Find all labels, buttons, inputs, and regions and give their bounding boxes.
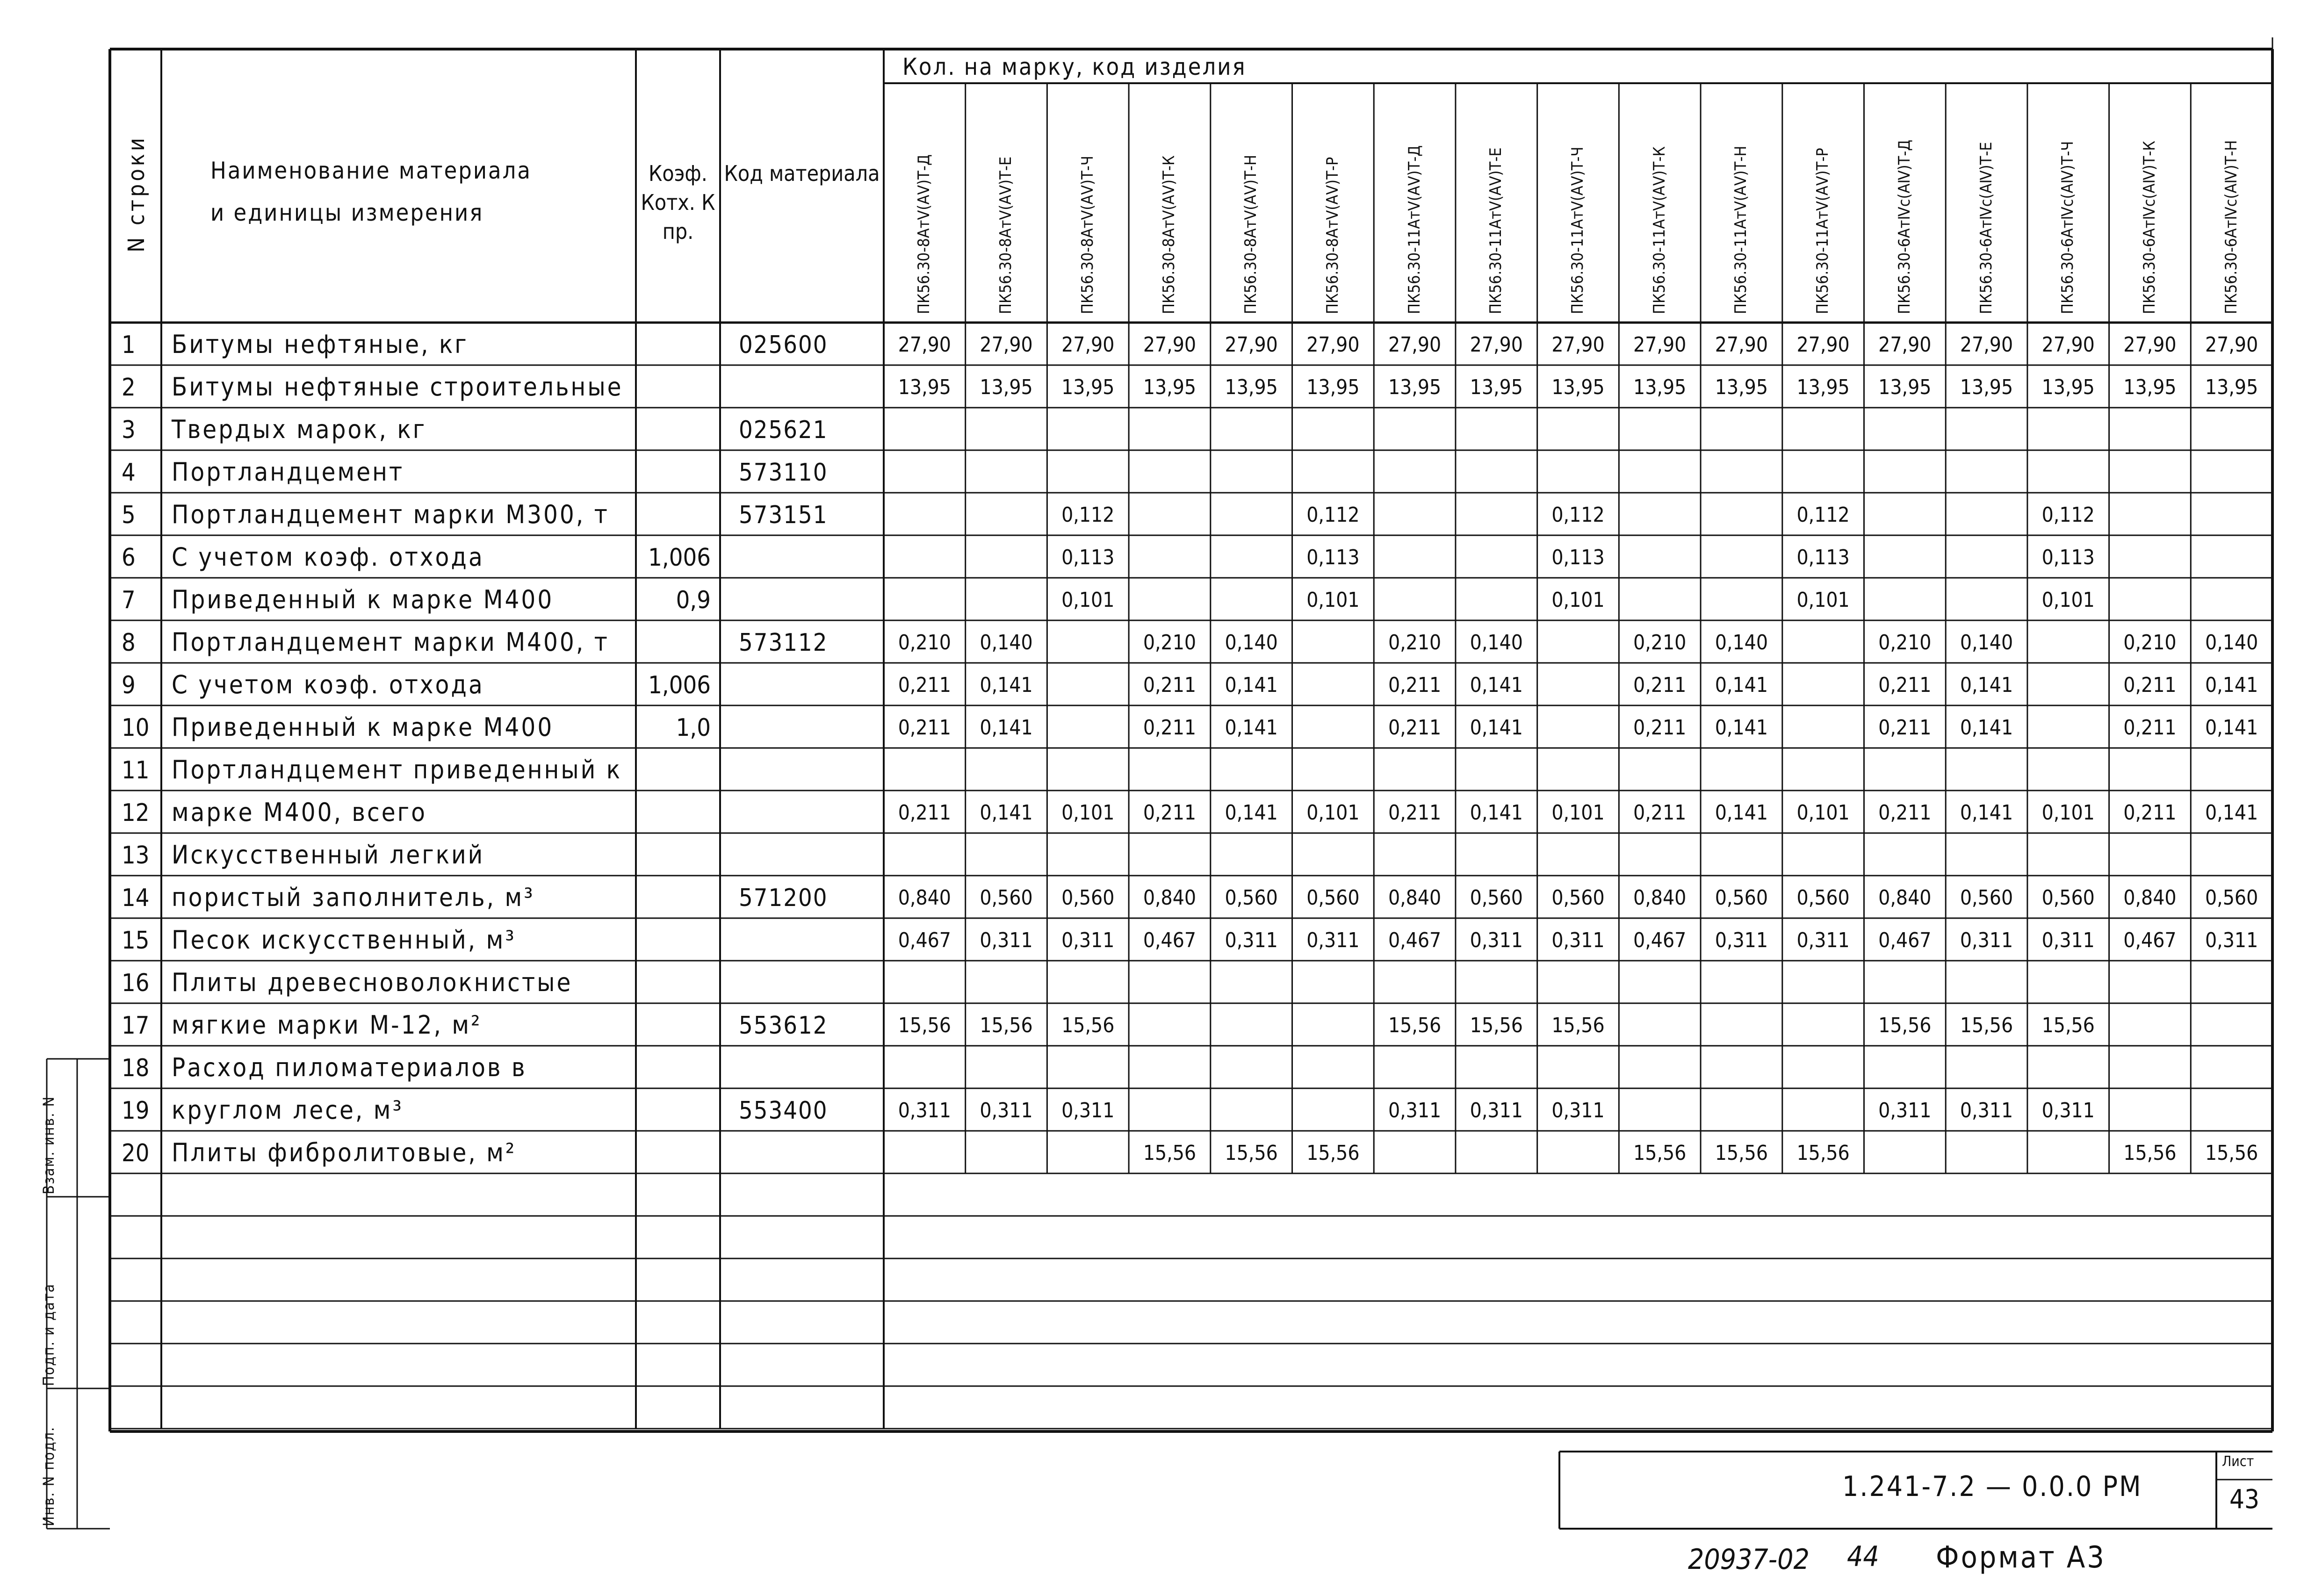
- row-number: 16: [122, 969, 150, 997]
- product-code: ПК56.30-8АтⅤ(АⅤ)Т-Р: [1323, 157, 1342, 314]
- quantity-value: 27,90: [1470, 333, 1523, 357]
- quantity-value: 0,311: [1715, 928, 1768, 952]
- quantity-value: 0,560: [980, 886, 1033, 910]
- coefficient-value: 1,006: [648, 544, 711, 572]
- quantity-value: 0,560: [2205, 886, 2258, 910]
- product-code: ПК56.30-8АтⅤ(АⅤ)Т-Ч: [1078, 156, 1097, 314]
- product-code: ПК56.30-8АтⅤ(АⅤ)Т-Н: [1241, 155, 1261, 314]
- quantity-value: 15,56: [1225, 1141, 1278, 1165]
- row-number: 7: [122, 586, 136, 614]
- quantity-value: 0,141: [1960, 673, 2013, 697]
- material-code: 553400: [739, 1097, 828, 1125]
- quantity-value: 27,90: [1061, 333, 1115, 357]
- quantity-value: 0,140: [1470, 631, 1523, 654]
- quantity-value: 0,840: [1633, 886, 1687, 910]
- quantity-value: 0,211: [1388, 673, 1442, 697]
- quantity-value: 15,56: [1715, 1141, 1768, 1165]
- quantity-value: 0,211: [898, 716, 951, 740]
- quantity-value: 0,141: [980, 673, 1033, 697]
- quantity-value: 27,90: [2041, 333, 2095, 357]
- quantity-value: 13,95: [2123, 375, 2177, 399]
- header-coefficient: Коэф. Котх. К пр.: [641, 161, 715, 244]
- header-row-number: N строки: [123, 135, 150, 252]
- quantity-value: 13,95: [1470, 375, 1523, 399]
- quantity-value: 15,56: [980, 1014, 1033, 1037]
- quantity-value: 27,90: [1306, 333, 1360, 357]
- material-code: 573112: [739, 629, 828, 657]
- quantity-value: 0,210: [1388, 631, 1442, 654]
- quantity-value: 0,112: [2041, 503, 2095, 527]
- quantity-value: 27,90: [2205, 333, 2258, 357]
- material-name: Битумы нефтяные, кг: [172, 330, 469, 359]
- quantity-value: 27,90: [1225, 333, 1278, 357]
- quantity-value: 0,101: [1306, 588, 1360, 612]
- quantity-value: 0,140: [1225, 631, 1278, 654]
- quantity-value: 0,311: [898, 1099, 951, 1122]
- quantity-value: 0,211: [1143, 801, 1197, 825]
- quantity-value: 15,56: [1796, 1141, 1850, 1165]
- row-number: 12: [122, 799, 150, 827]
- quantity-value: 0,140: [1715, 631, 1768, 654]
- material-name: Портландцемент марки М300, т: [172, 500, 609, 529]
- quantity-value: 0,560: [1306, 886, 1360, 910]
- row-number: 11: [122, 756, 150, 784]
- quantity-value: 13,95: [1878, 375, 1932, 399]
- quantity-value: 13,95: [1225, 375, 1278, 399]
- quantity-value: 0,141: [2205, 673, 2258, 697]
- quantity-value: 15,56: [1960, 1014, 2013, 1037]
- document-code: 1.241-7.2 — 0.0.0 РМ: [1842, 1470, 2142, 1503]
- material-name: Портландцемент: [172, 457, 404, 487]
- quantity-value: 0,101: [1061, 588, 1115, 612]
- product-code: ПК56.30-8АтⅤ(АⅤ)Т-К: [1160, 155, 1179, 314]
- sheet-label: Лист: [2222, 1453, 2254, 1470]
- row-number: 5: [122, 501, 136, 529]
- side-label-signature-date: Подп. и дата: [40, 1283, 58, 1386]
- material-name: пористый заполнитель, м³: [172, 883, 535, 912]
- quantity-value: 15,56: [1143, 1141, 1197, 1165]
- quantity-value: 0,311: [1960, 928, 2013, 952]
- quantity-value: 0,311: [2205, 928, 2258, 952]
- quantity-value: 0,311: [1061, 1099, 1115, 1122]
- quantity-value: 0,113: [2041, 546, 2095, 569]
- quantity-value: 0,141: [980, 716, 1033, 740]
- quantity-value: 0,467: [1633, 928, 1687, 952]
- quantity-value: 0,211: [2123, 673, 2177, 697]
- quantity-value: 0,141: [2205, 801, 2258, 825]
- quantity-value: 0,311: [2041, 1099, 2095, 1122]
- quantity-value: 0,467: [1388, 928, 1442, 952]
- quantity-value: 15,56: [1633, 1141, 1687, 1165]
- quantity-value: 13,95: [2041, 375, 2095, 399]
- material-name: Портландцемент марки М400, т: [172, 627, 609, 657]
- quantity-value: 15,56: [898, 1014, 951, 1037]
- header-name-line2: и единицы измерения: [210, 199, 484, 226]
- product-code: ПК56.30-11АтⅤ(АⅤ)Т-Р: [1813, 148, 1832, 314]
- product-code: ПК56.30-11АтⅤ(АⅤ)Т-Д: [1405, 145, 1424, 314]
- quantity-value: 0,560: [2041, 886, 2095, 910]
- quantity-value: 0,141: [1470, 801, 1523, 825]
- quantity-value: 0,141: [1470, 716, 1523, 740]
- quantity-value: 13,95: [1143, 375, 1197, 399]
- sheet-number: 43: [2229, 1484, 2260, 1515]
- quantity-value: 0,101: [2041, 588, 2095, 612]
- row-number: 6: [122, 544, 136, 572]
- quantity-value: 27,90: [980, 333, 1033, 357]
- quantity-value: 27,90: [1796, 333, 1850, 357]
- quantity-value: 27,90: [1551, 333, 1605, 357]
- quantity-value: 0,311: [1470, 1099, 1523, 1122]
- product-code: ПК56.30-11АтⅤ(АⅤ)Т-Н: [1731, 145, 1751, 314]
- side-label-replacement: Взам. инв. N: [40, 1095, 58, 1194]
- row-number: 8: [122, 629, 136, 657]
- quantity-value: 27,90: [1878, 333, 1932, 357]
- quantity-value: 0,112: [1551, 503, 1605, 527]
- material-code: 573110: [739, 459, 828, 487]
- quantity-value: 0,560: [1551, 886, 1605, 910]
- quantity-value: 0,101: [1551, 801, 1605, 825]
- material-name: С учетом коэф. отхода: [172, 542, 484, 572]
- quantity-value: 0,840: [1143, 886, 1197, 910]
- product-code: ПК56.30-6АтⅣс(АⅣ)Т-Ч: [2058, 141, 2077, 314]
- quantity-value: 0,211: [1878, 716, 1932, 740]
- quantity-value: 27,90: [1143, 333, 1197, 357]
- quantity-value: 0,311: [1960, 1099, 2013, 1122]
- quantity-value: 0,141: [1225, 801, 1278, 825]
- quantity-value: 0,101: [2041, 801, 2095, 825]
- quantity-value: 0,467: [2123, 928, 2177, 952]
- quantity-value: 0,141: [1715, 716, 1768, 740]
- material-name: мягкие марки М-12, м²: [172, 1010, 482, 1040]
- quantity-value: 0,141: [1470, 673, 1523, 697]
- quantity-value: 0,210: [1633, 631, 1687, 654]
- row-number: 1: [122, 331, 136, 359]
- quantity-value: 0,560: [1061, 886, 1115, 910]
- archive-number: 20937-02: [1688, 1543, 1810, 1576]
- material-name: Битумы нефтяные строительные: [172, 372, 623, 402]
- quantity-value: 27,90: [898, 333, 951, 357]
- quantity-value: 0,101: [1061, 801, 1115, 825]
- material-name: С учетом коэф. отхода: [172, 670, 484, 699]
- row-number: 4: [122, 459, 136, 487]
- quantity-value: 0,211: [1388, 801, 1442, 825]
- quantity-value: 0,560: [1715, 886, 1768, 910]
- quantity-value: 0,210: [2123, 631, 2177, 654]
- quantity-value: 0,101: [1551, 588, 1605, 612]
- quantity-value: 0,560: [1225, 886, 1278, 910]
- material-name: Расход пиломатериалов в: [172, 1053, 527, 1082]
- quantity-value: 0,311: [980, 1099, 1033, 1122]
- quantity-value: 0,113: [1551, 546, 1605, 569]
- quantity-value: 0,211: [1633, 673, 1687, 697]
- material-code: 025600: [739, 331, 828, 359]
- material-name: Песок искусственный, м³: [172, 925, 516, 955]
- product-code: ПК56.30-6АтⅣс(АⅣ)Т-К: [2140, 140, 2159, 314]
- header-name-line1: Наименование материала: [210, 157, 532, 184]
- quantity-value: 15,56: [1388, 1014, 1442, 1037]
- quantity-value: 13,95: [2205, 375, 2258, 399]
- coefficient-value: 1,006: [648, 671, 711, 699]
- material-code: 571200: [739, 884, 828, 912]
- material-name: Плиты фибролитовые, м²: [172, 1138, 517, 1167]
- quantity-value: 0,211: [1633, 801, 1687, 825]
- quantity-value: 0,210: [1878, 631, 1932, 654]
- quantity-value: 0,211: [2123, 716, 2177, 740]
- quantity-value: 0,560: [1470, 886, 1523, 910]
- quantity-value: 0,141: [980, 801, 1033, 825]
- quantity-value: 0,140: [2205, 631, 2258, 654]
- quantity-value: 0,211: [1143, 716, 1197, 740]
- quantity-value: 27,90: [1633, 333, 1687, 357]
- header-product-group: Кол. на марку, код изделия: [902, 53, 1247, 80]
- material-code: 553612: [739, 1012, 828, 1040]
- material-name: круглом лесе, м³: [172, 1095, 404, 1125]
- row-number: 15: [122, 927, 150, 955]
- quantity-value: 0,113: [1306, 546, 1360, 569]
- quantity-value: 15,56: [2123, 1141, 2177, 1165]
- quantity-value: 13,95: [1633, 375, 1687, 399]
- quantity-value: 15,56: [1551, 1014, 1605, 1037]
- row-number: 2: [122, 374, 136, 402]
- quantity-value: 15,56: [1878, 1014, 1932, 1037]
- row-number: 10: [122, 714, 150, 742]
- material-code: 025621: [739, 416, 828, 444]
- row-number: 9: [122, 671, 136, 699]
- quantity-value: 0,141: [1225, 716, 1278, 740]
- material-name: Приведенный к марке М400: [172, 585, 554, 614]
- quantity-value: 0,840: [898, 886, 951, 910]
- product-code: ПК56.30-11АтⅤ(АⅤ)Т-Ч: [1568, 146, 1587, 314]
- quantity-value: 0,311: [1551, 1099, 1605, 1122]
- quantity-value: 0,311: [1878, 1099, 1932, 1122]
- material-name: Приведенный к марке М400: [172, 712, 554, 742]
- quantity-value: 0,112: [1061, 503, 1115, 527]
- quantity-value: 0,311: [1225, 928, 1278, 952]
- quantity-value: 13,95: [1551, 375, 1605, 399]
- quantity-value: 0,113: [1796, 546, 1850, 569]
- side-label-inventory: Инв. N подл.: [40, 1426, 58, 1526]
- product-code: ПК56.30-11АтⅤ(АⅤ)Т-К: [1650, 146, 1669, 314]
- quantity-value: 0,141: [1960, 716, 2013, 740]
- product-code: ПК56.30-6АтⅣс(АⅣ)Т-Д: [1895, 139, 1914, 314]
- row-number: 19: [122, 1097, 150, 1125]
- quantity-value: 27,90: [1960, 333, 2013, 357]
- quantity-value: 27,90: [2123, 333, 2177, 357]
- material-name: Твердых марок, кг: [172, 415, 427, 444]
- product-code: ПК56.30-6АтⅣс(АⅣ)Т-Е: [1976, 142, 1996, 314]
- product-code: ПК56.30-6АтⅣс(АⅣ)Т-Н: [2221, 140, 2241, 314]
- quantity-value: 0,141: [1960, 801, 2013, 825]
- row-number: 13: [122, 841, 150, 870]
- row-number: 14: [122, 884, 150, 912]
- quantity-value: 0,101: [1796, 588, 1850, 612]
- quantity-value: 13,95: [1388, 375, 1442, 399]
- quantity-value: 0,113: [1061, 546, 1115, 569]
- material-code: 573151: [739, 501, 828, 529]
- quantity-value: 0,211: [1388, 716, 1442, 740]
- quantity-value: 0,467: [1143, 928, 1197, 952]
- quantity-value: 15,56: [1061, 1014, 1115, 1037]
- quantity-value: 0,311: [1388, 1099, 1442, 1122]
- quantity-value: 0,211: [1878, 673, 1932, 697]
- row-number: 18: [122, 1054, 150, 1082]
- quantity-value: 15,56: [2205, 1141, 2258, 1165]
- quantity-value: 13,95: [1796, 375, 1850, 399]
- quantity-value: 13,95: [898, 375, 951, 399]
- product-code: ПК56.30-8АтⅤ(АⅤ)Т-Е: [996, 156, 1016, 314]
- quantity-value: 0,140: [1960, 631, 2013, 654]
- material-name: марке М400, всего: [172, 798, 427, 827]
- quantity-value: 0,311: [1796, 928, 1850, 952]
- quantity-value: 13,95: [1960, 375, 2013, 399]
- coefficient-value: 0,9: [676, 586, 711, 614]
- quantity-value: 0,467: [898, 928, 951, 952]
- quantity-value: 0,211: [1143, 673, 1197, 697]
- row-number: 17: [122, 1012, 150, 1040]
- quantity-value: 0,211: [2123, 801, 2177, 825]
- quantity-value: 0,840: [1878, 886, 1932, 910]
- row-number: 3: [122, 416, 136, 444]
- material-name: Портландцемент приведенный к: [172, 755, 622, 784]
- quantity-value: 0,210: [1143, 631, 1197, 654]
- quantity-value: 27,90: [1388, 333, 1442, 357]
- quantity-value: 0,112: [1796, 503, 1850, 527]
- quantity-value: 0,311: [1470, 928, 1523, 952]
- quantity-value: 15,56: [2041, 1014, 2095, 1037]
- quantity-value: 13,95: [1061, 375, 1115, 399]
- quantity-value: 0,311: [2041, 928, 2095, 952]
- quantity-value: 0,210: [898, 631, 951, 654]
- quantity-value: 0,101: [1306, 801, 1360, 825]
- quantity-value: 0,560: [1960, 886, 2013, 910]
- quantity-value: 0,141: [1715, 673, 1768, 697]
- quantity-value: 27,90: [1715, 333, 1768, 357]
- quantity-value: 13,95: [980, 375, 1033, 399]
- quantity-value: 0,101: [1796, 801, 1850, 825]
- quantity-value: 0,311: [1061, 928, 1115, 952]
- quantity-value: 0,311: [1551, 928, 1605, 952]
- product-code: ПК56.30-11АтⅤ(АⅤ)Т-Е: [1486, 147, 1506, 314]
- quantity-value: 0,141: [2205, 716, 2258, 740]
- quantity-value: 0,211: [898, 673, 951, 697]
- product-code: ПК56.30-8АтⅤ(АⅤ)Т-Д: [915, 154, 934, 314]
- paper-format: Формат А3: [1936, 1540, 2106, 1575]
- coefficient-value: 1,0: [676, 714, 711, 742]
- quantity-value: 0,560: [1796, 886, 1850, 910]
- quantity-value: 0,840: [2123, 886, 2177, 910]
- quantity-value: 0,141: [1715, 801, 1768, 825]
- quantity-value: 0,840: [1388, 886, 1442, 910]
- quantity-value: 0,112: [1306, 503, 1360, 527]
- header-material-code: Код материала: [724, 161, 880, 186]
- material-name: Плиты древесноволокнистые: [172, 968, 573, 997]
- material-name: Искусственный легкий: [172, 840, 485, 870]
- quantity-value: 0,211: [1633, 716, 1687, 740]
- quantity-value: 13,95: [1715, 375, 1768, 399]
- quantity-value: 0,140: [980, 631, 1033, 654]
- quantity-value: 0,467: [1878, 928, 1932, 952]
- quantity-value: 0,211: [898, 801, 951, 825]
- page-number: 44: [1847, 1540, 1879, 1573]
- row-number: 20: [122, 1139, 150, 1167]
- quantity-value: 15,56: [1306, 1141, 1360, 1165]
- quantity-value: 0,141: [1225, 673, 1278, 697]
- quantity-value: 0,211: [1878, 801, 1932, 825]
- quantity-value: 13,95: [1306, 375, 1360, 399]
- quantity-value: 0,311: [1306, 928, 1360, 952]
- quantity-value: 0,311: [980, 928, 1033, 952]
- quantity-value: 15,56: [1470, 1014, 1523, 1037]
